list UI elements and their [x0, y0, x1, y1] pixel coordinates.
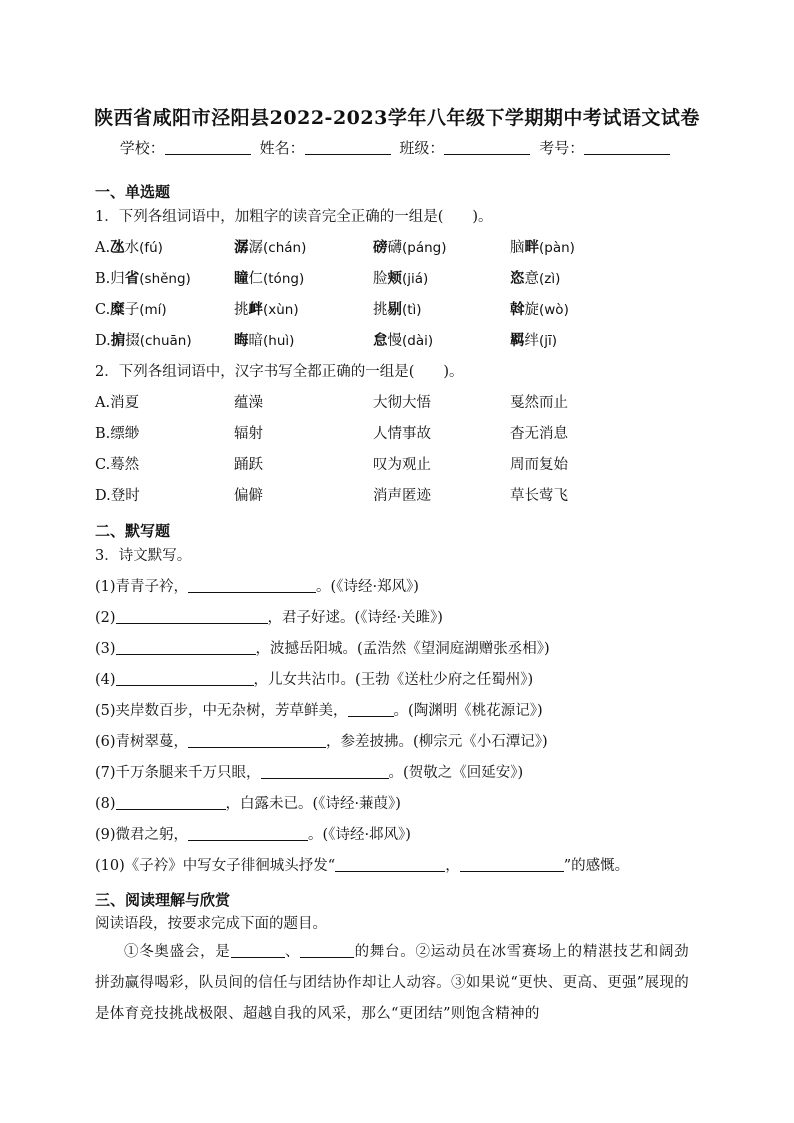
- plain-char: 旋: [524, 302, 539, 318]
- pinyin-annotation: (chuān): [139, 333, 192, 349]
- reading-passage: [95, 937, 689, 1030]
- answer-blank[interactable]: [116, 795, 226, 810]
- bold-char: 晦: [234, 332, 249, 349]
- option-b-word[interactable]: B.缥缈: [95, 426, 140, 442]
- line-middle: ，: [445, 858, 460, 874]
- line-prefix: (1)青青子衿，: [95, 579, 189, 595]
- bold-char: 掮: [110, 332, 126, 349]
- pinyin-annotation: (pàn): [539, 240, 575, 256]
- answer-blank[interactable]: [188, 578, 316, 593]
- plain-char: 脑: [510, 240, 525, 256]
- line-prefix: (9)微君之躬，: [95, 827, 189, 843]
- bold-char: 剔: [387, 301, 402, 318]
- pinyin-annotation: (páng): [402, 240, 447, 256]
- plain-char: 水: [124, 240, 140, 256]
- line-prefix: (6)青树翠蔓，: [95, 734, 189, 750]
- option-label: B.: [95, 271, 111, 287]
- passage-part-1: ①冬奥盛会，是: [124, 944, 231, 960]
- bold-char: 瞳: [234, 270, 249, 287]
- bold-char: 省: [124, 270, 140, 287]
- answer-blank[interactable]: [261, 764, 389, 779]
- answer-blank[interactable]: [188, 826, 308, 841]
- option-a-word[interactable]: A.消夏: [95, 395, 140, 411]
- option-d-word: 偏僻: [234, 488, 263, 504]
- option-label: D.: [95, 333, 111, 349]
- question-1-stem: 1．下列各组词语中，加粗字的读音完全正确的一组是( )。: [95, 209, 493, 225]
- option-b-word: 人情事故: [373, 426, 431, 442]
- recitation-line: [95, 699, 543, 720]
- line-prefix: (3): [95, 641, 116, 657]
- option-b-item: [510, 267, 560, 288]
- name-blank[interactable]: [305, 140, 391, 155]
- line-suffix: ，波撼岳阳城。(孟浩然《望洞庭湖赠张丞相》): [255, 641, 550, 657]
- line-suffix: ，君子好逑。(《诗经·关雎》): [267, 610, 443, 626]
- answer-blank[interactable]: [116, 609, 268, 624]
- section-heading-2: 二、默写题: [95, 522, 171, 540]
- line-prefix: (8): [95, 796, 116, 812]
- pinyin-annotation: (xùn): [263, 302, 299, 318]
- plain-char: 归: [110, 271, 125, 287]
- line-prefix: (2): [95, 610, 116, 626]
- answer-blank[interactable]: [348, 702, 394, 717]
- option-d-item: [234, 329, 294, 350]
- option-a-word: 大彻大悟: [373, 395, 431, 411]
- question-2-stem: 2．下列各组词语中，汉字书写全都正确的一组是( )。: [95, 364, 464, 380]
- answer-blank[interactable]: [188, 733, 326, 748]
- bold-char: 颊: [387, 270, 402, 287]
- option-d-item: [373, 329, 433, 350]
- plain-char: 子: [124, 302, 140, 318]
- option-c-item: [234, 298, 299, 319]
- plain-char: 仁: [248, 271, 263, 287]
- option-d-word: 消声匿迹: [373, 488, 431, 504]
- option-c-word: 叹为观止: [373, 457, 431, 473]
- pinyin-annotation: (dài): [402, 333, 434, 349]
- line-prefix: (10)《子衿》中写女子徘徊城头抒发“: [95, 858, 336, 874]
- student-info-line: [0, 137, 794, 158]
- recitation-line: [95, 792, 401, 813]
- option-b-item: [234, 267, 304, 288]
- answer-blank[interactable]: [116, 671, 254, 686]
- plain-char: 意: [524, 271, 539, 287]
- recitation-line: [95, 823, 411, 844]
- pinyin-annotation: (zì): [539, 271, 561, 287]
- option-c-word[interactable]: C.蓦然: [95, 457, 140, 473]
- pinyin-annotation: (fú): [139, 240, 163, 256]
- line-prefix: (5)夹岸数百步，中无杂树，芳草鲜美，: [95, 703, 348, 719]
- recitation-line: [95, 575, 419, 596]
- plain-char: 潺: [248, 240, 263, 256]
- bold-char: 糜: [110, 301, 125, 318]
- school-label: 学校：: [119, 139, 165, 157]
- option-a-item[interactable]: [95, 236, 163, 257]
- pinyin-annotation: (jī): [539, 333, 558, 349]
- pinyin-annotation: (jiá): [402, 271, 429, 287]
- passage-blank-1[interactable]: [231, 943, 285, 958]
- number-label: 考号：: [539, 139, 585, 157]
- plain-char: 挑: [373, 302, 388, 318]
- section-heading-3: 三、阅读理解与欣赏: [95, 891, 231, 909]
- bold-char: 潺: [234, 239, 249, 256]
- option-label: A.: [95, 240, 111, 256]
- recitation-line: [95, 761, 523, 782]
- recitation-line: [95, 668, 533, 689]
- line-suffix: 。(贺敬之《回延安》): [388, 765, 524, 781]
- line-suffix: 。(陶渊明《桃花源记》): [393, 703, 543, 719]
- line-suffix: ”的感慨。: [563, 858, 630, 874]
- bold-char: 恣: [510, 270, 525, 287]
- passage-part-2: 、: [284, 944, 301, 960]
- option-c-item[interactable]: [95, 298, 167, 319]
- passage-blank-2[interactable]: [300, 943, 354, 958]
- line-suffix: ，白露未已。(《诗经·蒹葭》): [225, 796, 401, 812]
- option-b-word: 辐射: [234, 426, 263, 442]
- option-d-word[interactable]: D.登时: [95, 488, 140, 504]
- plain-char: 挑: [234, 302, 249, 318]
- option-b-item[interactable]: [95, 267, 191, 288]
- bold-char: 磅: [373, 239, 388, 256]
- bold-char: 氹: [110, 239, 125, 256]
- line-prefix: (7)千万条腿来千万只眼，: [95, 765, 261, 781]
- answer-blank[interactable]: [116, 640, 256, 655]
- option-d-item[interactable]: [95, 329, 192, 350]
- recitation-line: [95, 606, 443, 627]
- bold-char: 怠: [373, 332, 388, 349]
- answer-blank[interactable]: [335, 857, 445, 872]
- option-b-word: 杳无消息: [510, 426, 568, 442]
- option-a-item: [373, 236, 447, 257]
- pinyin-annotation: (shěng): [139, 271, 191, 287]
- line-suffix: ，参差披拂。(柳宗元《小石潭记》): [326, 734, 548, 750]
- pinyin-annotation: (mí): [139, 302, 167, 318]
- option-c-item: [373, 298, 422, 319]
- pinyin-annotation: (tóng): [263, 271, 305, 287]
- option-d-word: 草长莺飞: [510, 488, 568, 504]
- option-label: C.: [95, 302, 111, 318]
- line-prefix: (4): [95, 672, 116, 688]
- class-label: 班级：: [399, 139, 445, 157]
- line-suffix: 。(《诗经·郑风》): [316, 579, 419, 595]
- reading-intro: 阅读语段，按要求完成下面的题目。: [95, 916, 327, 932]
- question-3-stem: 3．诗文默写。: [95, 548, 192, 564]
- plain-char: 暗: [248, 333, 263, 349]
- recitation-line: [95, 730, 548, 751]
- bold-char: 畔: [524, 239, 539, 256]
- plain-char: 礴: [387, 240, 402, 256]
- passage-part-3: 的舞台。②运动员在冰雪赛场上的精湛技艺和阔劲拼劲赢得喝彩，队员间的信任与团结协作却让人动容。③如果说“更快、更高、更强”展现的是体育竞技挑战极限、超越自我的风采，那么“更团结”则饱含精神的: [95, 944, 689, 1022]
- plain-char: 慢: [387, 333, 402, 349]
- pinyin-annotation: (tì): [402, 302, 422, 318]
- pinyin-annotation: (huì): [263, 333, 295, 349]
- option-b-item: [373, 267, 428, 288]
- bold-char: 羁: [510, 332, 525, 349]
- plain-char: 脸: [373, 271, 388, 287]
- recitation-line: [95, 637, 550, 658]
- number-blank[interactable]: [584, 140, 670, 155]
- option-a-word: 蕴澡: [234, 395, 263, 411]
- option-a-item: [234, 236, 306, 257]
- name-label: 姓名：: [259, 139, 305, 157]
- option-d-item: [510, 329, 557, 350]
- plain-char: 绊: [524, 333, 539, 349]
- option-c-word: 周而复始: [510, 457, 568, 473]
- option-c-word: 踊跃: [234, 457, 263, 473]
- pinyin-annotation: (chán): [263, 240, 307, 256]
- answer-blank[interactable]: [460, 857, 564, 872]
- line-suffix: 。(《诗经·邶风》): [308, 827, 411, 843]
- line-suffix: ，儿女共沾巾。(王勃《送杜少府之任蜀州》): [253, 672, 534, 688]
- class-blank[interactable]: [444, 140, 530, 155]
- option-a-word: 戛然而止: [510, 395, 568, 411]
- plain-char: 掇: [125, 333, 140, 349]
- bold-char: 斡: [510, 301, 525, 318]
- pinyin-annotation: (wò): [539, 302, 569, 318]
- option-c-item: [510, 298, 569, 319]
- option-a-item: [510, 236, 575, 257]
- page-title: 陕西省咸阳市泾阳县2022-2023学年八年级下学期期中考试语文试卷: [94, 107, 700, 129]
- section-heading-1: 一、单选题: [95, 183, 171, 201]
- bold-char: 衅: [248, 301, 263, 318]
- recitation-line: [95, 854, 629, 875]
- school-blank[interactable]: [165, 140, 251, 155]
